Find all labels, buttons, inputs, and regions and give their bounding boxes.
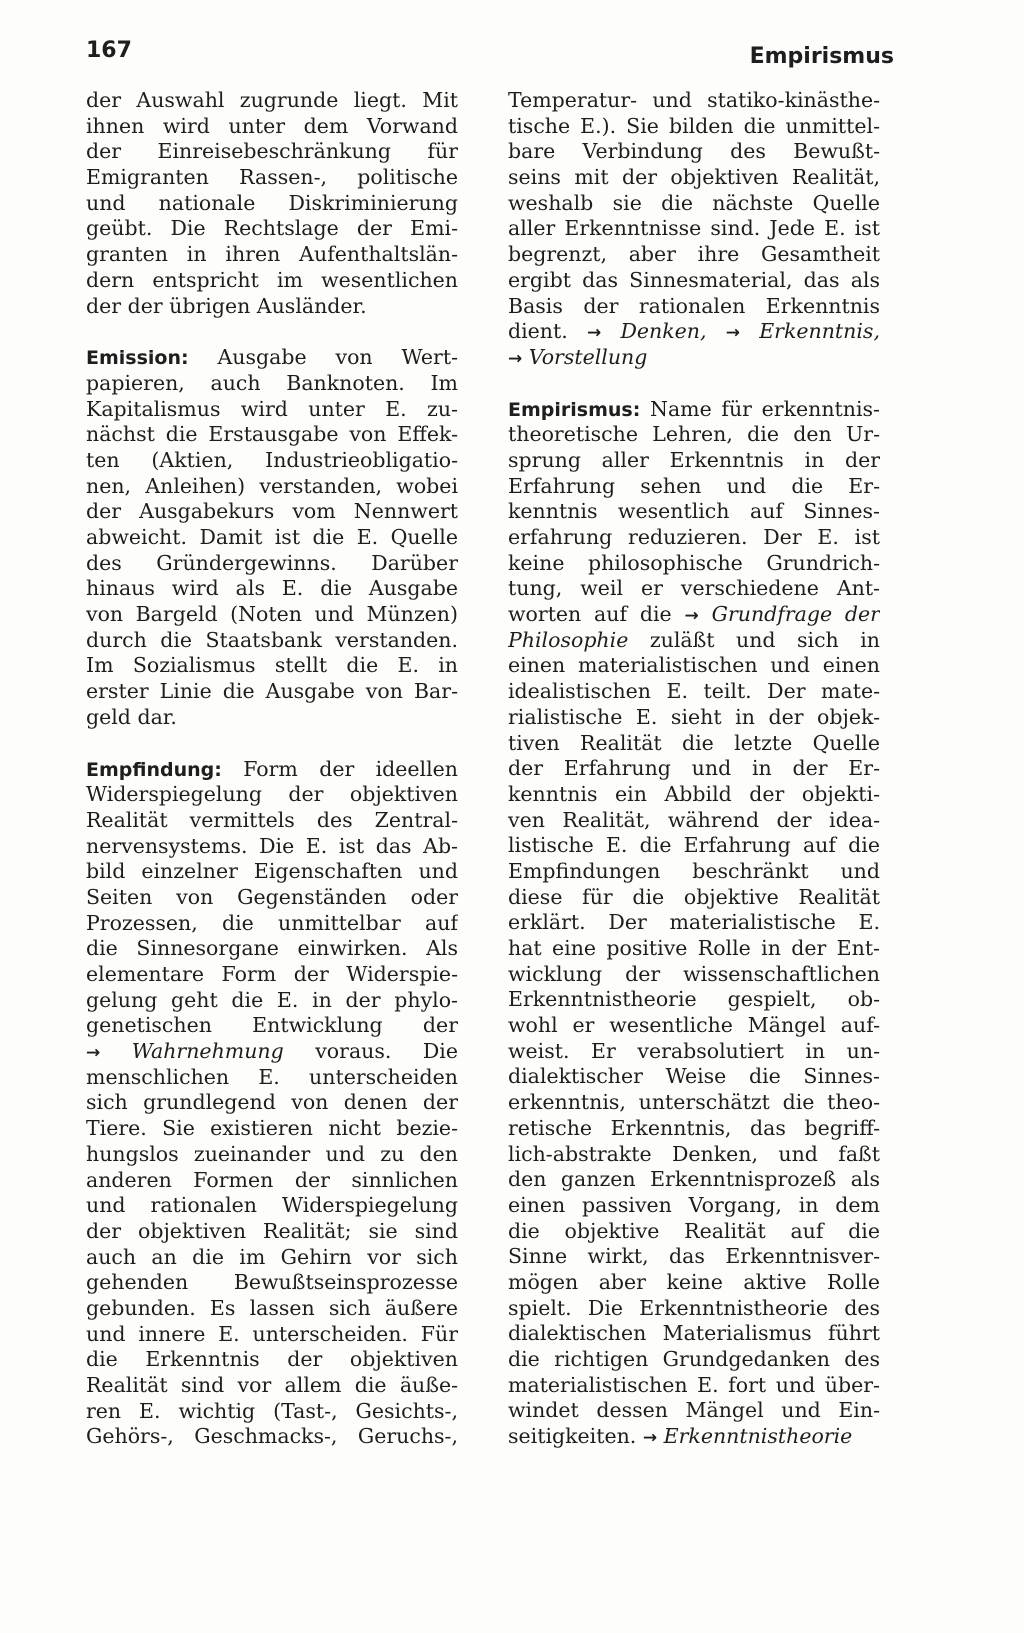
cross-reference-line: → Wahrnehmung voraus. Die: [86, 1039, 458, 1064]
text-line: und nationale Diskriminierung: [86, 190, 458, 215]
cross-reference-grundfrage[interactable]: Grundfrage der: [711, 602, 880, 627]
text-line: die richtigen Grundgedanken des: [508, 1347, 880, 1371]
cross-reference-erkenntnistheorie[interactable]: Erkenntnistheorie: [663, 1424, 853, 1449]
text-line: ven Realität, während der idea-: [508, 807, 880, 832]
text-line: geld dar.: [86, 704, 177, 729]
text-line: menschlichen E. unterscheiden: [86, 1064, 458, 1089]
text-line: Im Sozialismus stellt die E. in: [86, 653, 458, 678]
cross-reference-line: worten auf die → Grundfrage der: [508, 602, 880, 627]
text-line: rialistische E. sieht in der objek-: [508, 704, 880, 729]
entry-empirismus: [508, 397, 880, 1450]
text-line: Realität vermittels des Zentral-: [86, 807, 458, 832]
text-line: erster Linie die Ausgabe von Bar-: [86, 679, 458, 704]
text-line: ihnen wird unter dem Vorwand: [86, 113, 458, 138]
text-line: begrenzt, aber ihre Gesamtheit: [508, 242, 880, 267]
entry-term: Empfindung:: [86, 758, 222, 781]
text-line: gebunden. Es lassen sich äußere: [86, 1295, 458, 1320]
text-line: Basis der rationalen Erkenntnis: [508, 293, 880, 318]
cross-reference-line: Philosophie zuläßt und sich in: [508, 627, 880, 652]
arrow-icon: →: [725, 323, 740, 344]
text-line: Seiten von Gegenständen oder: [86, 884, 458, 909]
text-line: theoretische Lehren, die den Ur-: [508, 422, 880, 447]
text-line: dern entspricht im wesentlichen: [86, 267, 458, 292]
text-line: die Erkenntnis der objektiven: [86, 1347, 458, 1372]
text-line: von Bargeld (Noten und Münzen): [86, 602, 458, 627]
text-line: ergibt das Sinnesmaterial, das als: [508, 267, 880, 292]
continuation-paragraph: [508, 88, 880, 371]
text-line: des Gründergewinns. Darüber: [86, 550, 458, 575]
text-line: Temperatur- und statiko-kinästhe-: [508, 88, 880, 112]
page-number: 167: [86, 38, 132, 63]
text-line: den ganzen Erkenntnisprozeß als: [508, 1167, 880, 1192]
text-line: einen materialistischen und einen: [508, 653, 880, 678]
text-line: idealistischen E. teilt. Der mate-: [508, 679, 880, 704]
text-line: spielt. Die Erkenntnistheorie des: [508, 1295, 880, 1320]
text-line: der der übrigen Ausländer.: [86, 293, 367, 318]
arrow-icon: →: [684, 606, 699, 627]
text-line: seins mit der objektiven Realität,: [508, 165, 880, 190]
text-line: gelung geht die E. in der phylo-: [86, 987, 458, 1012]
text-line: und innere E. unterscheiden. Für: [86, 1321, 458, 1346]
text-line: tiven Realität die letzte Quelle: [508, 730, 880, 755]
cross-reference-line: [508, 345, 880, 371]
cross-reference-denken[interactable]: Denken,: [620, 319, 707, 344]
entry-term: Emission:: [86, 347, 189, 370]
cross-reference-line: dient. → Denken, → Erkenntnis,: [508, 319, 880, 344]
text-line: Gehörs-, Geschmacks-, Geruchs-,: [86, 1424, 458, 1449]
text-line: Erkenntnistheorie gespielt, ob-: [508, 987, 880, 1012]
text-line: hinaus wird als E. die Ausgabe: [86, 576, 458, 601]
text-line: listische E. die Erfahrung auf die: [508, 833, 880, 858]
text-line: genetischen Entwicklung der: [86, 1013, 458, 1038]
arrow-icon: →: [86, 1043, 101, 1064]
text-line: nervensystems. Die E. ist das Ab-: [86, 833, 458, 858]
text-line: elementare Form der Widerspie-: [86, 962, 458, 986]
text-line: einen passiven Vorgang, in dem: [508, 1192, 880, 1217]
text-line: materialistischen E. fort und über-: [508, 1372, 880, 1397]
text-line: hungslos zueinander und zu den: [86, 1141, 458, 1166]
text-line: sich grundlegend von denen der: [86, 1090, 458, 1115]
text-line: weshalb sie die nächste Quelle: [508, 190, 880, 215]
text-line: dialektischer Weise die Sinnes-: [508, 1064, 880, 1089]
cross-reference-philosophie[interactable]: Philosophie: [508, 627, 629, 652]
text-line: und rationalen Widerspiegelung: [86, 1193, 458, 1218]
text-line: sprung aller Erkenntnis in der: [508, 447, 880, 472]
text-line: mögen aber keine aktive Rolle: [508, 1269, 880, 1294]
entry-term: Empirismus:: [508, 398, 641, 421]
text-line: ten (Aktien, Industrieobligatio-: [86, 447, 458, 472]
page-header: [0, 38, 1024, 78]
text-line: papieren, auch Banknoten. Im: [86, 370, 458, 395]
entry-emission: [86, 345, 458, 730]
text-line: hat eine positive Rolle in der Ent-: [508, 936, 880, 960]
cross-reference-vorstellung[interactable]: Vorstellung: [528, 344, 648, 369]
running-head: Empirismus: [749, 44, 894, 69]
text-line: anderen Formen der sinnlichen: [86, 1167, 458, 1192]
text-line: kenntnis ein Abbild der objekti-: [508, 781, 880, 806]
text-line: keine philosophische Grundrich-: [508, 550, 880, 575]
text-line: auch an die im Gehirn vor sich: [86, 1244, 458, 1269]
text-line: der Auswahl zugrunde liegt. Mit: [86, 88, 458, 112]
cross-reference-erkenntnis[interactable]: Erkenntnis,: [759, 319, 880, 344]
text-line: der Einreisebeschränkung für: [86, 139, 458, 164]
text-line: kenntnis wesentlich auf Sinnes-: [508, 499, 880, 524]
text-line: tung, weil er verschiedene Ant-: [508, 576, 880, 601]
arrow-icon: →: [587, 323, 602, 344]
text-line: abweicht. Damit ist die E. Quelle: [86, 525, 458, 549]
text-line: Realität sind vor allem die äuße-: [86, 1373, 458, 1397]
text-line: Kapitalismus wird unter E. zu-: [86, 396, 458, 421]
entry-first-line: Empfindung: Form der ideellen: [86, 756, 458, 781]
text-line: nächst die Erstausgabe von Effek-: [86, 422, 458, 447]
arrow-icon: →: [508, 348, 523, 369]
text-line: tische E.). Sie bilden die unmittel-: [508, 113, 880, 138]
text-line: diese für die objektive Realität: [508, 884, 880, 909]
text-line: wohl er wesentliche Mängel auf-: [508, 1013, 880, 1038]
text-line: wicklung der wissenschaftlichen: [508, 961, 880, 986]
text-line: die objektive Realität auf die: [508, 1218, 880, 1243]
text-line: erkenntnis, unterschätzt die theo-: [508, 1090, 880, 1115]
text-line: retische Erkenntnis, das begriff-: [508, 1115, 880, 1140]
text-line: Tiere. Sie existieren nicht bezie-: [86, 1116, 458, 1141]
continuation-paragraph: [86, 88, 458, 319]
entry-empfindung: [86, 757, 458, 1451]
entry-first-line: Emission: Ausgabe von Wert-: [86, 345, 458, 370]
text-line: Sinne wirkt, das Erkenntnisver-: [508, 1244, 880, 1269]
text-line: windet dessen Mängel und Ein-: [508, 1398, 880, 1423]
cross-reference-wahrnehmung[interactable]: Wahrnehmung: [131, 1039, 284, 1064]
text-line: der Ausgabekurs vom Nennwert: [86, 499, 458, 524]
text-line: dialektischen Materialismus führt: [508, 1321, 880, 1346]
entry-first-line: Empirismus: Name für erkenntnis-: [508, 396, 880, 421]
text-line: bare Verbindung des Bewußt-: [508, 139, 880, 164]
text-line: der objektiven Realität; sie sind: [86, 1218, 458, 1243]
cross-reference-line: seitigkeiten. → Erkenntnistheorie: [508, 1424, 853, 1449]
text-line: erklärt. Der materialistische E.: [508, 910, 880, 935]
text-line: bild einzelner Eigenschaften und: [86, 859, 458, 884]
text-line: Prozessen, die unmittelbar auf: [86, 910, 458, 935]
left-column: [86, 88, 458, 1450]
text-line: Widerspiegelung der objektiven: [86, 782, 458, 807]
text-line: durch die Staatsbank verstanden.: [86, 627, 458, 652]
right-column: [508, 88, 880, 1450]
text-line: geübt. Die Rechtslage der Emi-: [86, 216, 458, 241]
text-line: ren E. wichtig (Tast-, Gesichts-,: [86, 1398, 458, 1423]
text-line: der Erfahrung und in der Er-: [508, 756, 880, 781]
text-line: aller Erkenntnisse sind. Jede E. ist: [508, 216, 880, 241]
text-line: Emigranten Rassen-, politische: [86, 165, 458, 190]
text-line: erfahrung reduzieren. Der E. ist: [508, 525, 880, 549]
text-line: gehenden Bewußtseinsprozesse: [86, 1270, 458, 1295]
text-line: Empfindungen beschränkt und: [508, 858, 880, 883]
arrow-icon: →: [642, 1428, 658, 1449]
text-line: nen, Anleihen) verstanden, wobei: [86, 473, 458, 498]
text-line: granten in ihren Aufenthaltslän-: [86, 242, 458, 267]
text-line: die Sinnesorgane einwirken. Als: [86, 936, 458, 961]
text-line: lich-abstrakte Denken, und faßt: [508, 1141, 880, 1166]
text-line: Erfahrung sehen und die Er-: [508, 473, 880, 498]
text-line: weist. Er verabsolutiert in un-: [508, 1038, 880, 1063]
